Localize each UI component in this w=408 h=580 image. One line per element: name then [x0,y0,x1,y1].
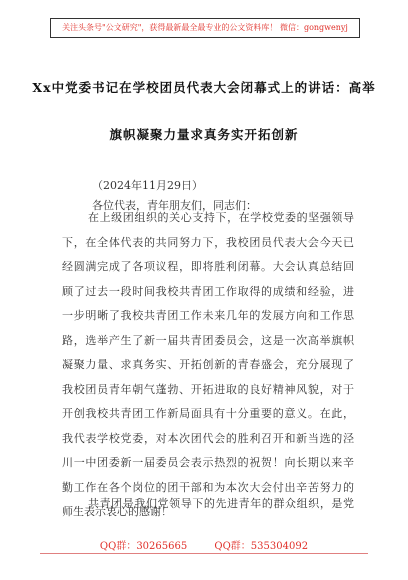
document-title-line-1: Xx中党委书记在学校团员代表大会闭幕式上的讲话：高举 [32,80,376,95]
text-line: 凝聚力量、求真务实、开拓创新的青春盛会，充分展现了 [62,358,354,371]
text-line: 顾了过去一段时间我校共青团工作取得的成绩和经验，进 [62,284,354,298]
footer-divider [40,553,368,554]
text-line: 共青团是我们党领导下的先进青年的群众组织，是党 [88,497,354,510]
text-line: 在上级团组织的关心支持下，在学校党委的坚强领导 [88,211,354,224]
header-banner: 关注头条号"公文研究"，获得最新最全最专业的公文资料库！ 微信：gongwenyj [50,18,360,38]
qq-group-2: QQ群：535304092 [214,541,309,552]
text-line: 川一中团委新一届委员会表示热烈的祝贺！向长期以来辛 [62,456,354,469]
paragraph-1 [62,206,354,525]
speech-date: （2024年11月29日） [92,179,203,192]
text-line: 路，选举产生了新一届共青团委员会，这是一次高举旗帜 [62,333,354,347]
text-line: 下，在全体代表的共同努力下，我校团员代表大会今天已 [62,235,354,249]
text-line: 经圆满完成了各项议程，即将胜利闭幕。大会认真总结回 [62,260,354,273]
text-line: 我校团员青年朝气蓬勃、开拓进取的良好精神风貌，对于 [62,382,354,396]
text-line: 勤工作在各个岗位的团干部和为本次大会付出辛苦努力的 [62,480,354,494]
footer-contact [0,537,408,552]
paragraph-2 [62,492,354,517]
document-title-line-2: 旗帜凝聚力量求真务实开拓创新 [109,127,299,142]
text-line: 开创我校共青团工作新局面具有十分重要的意义。在此， [62,407,354,420]
text-line: 师生表示衷心的感谢！ [62,505,172,518]
salutation: 各位代表，青年朋友们，同志们： [92,199,257,212]
text-line: 我代表学校党委，对本次团代会的胜利召开和新当选的泾 [62,431,354,445]
qq-group-1: QQ群：30265665 [99,541,188,552]
text-line: 一步明晰了我校共青团工作未来几年的发展方向和工作思 [62,309,354,322]
